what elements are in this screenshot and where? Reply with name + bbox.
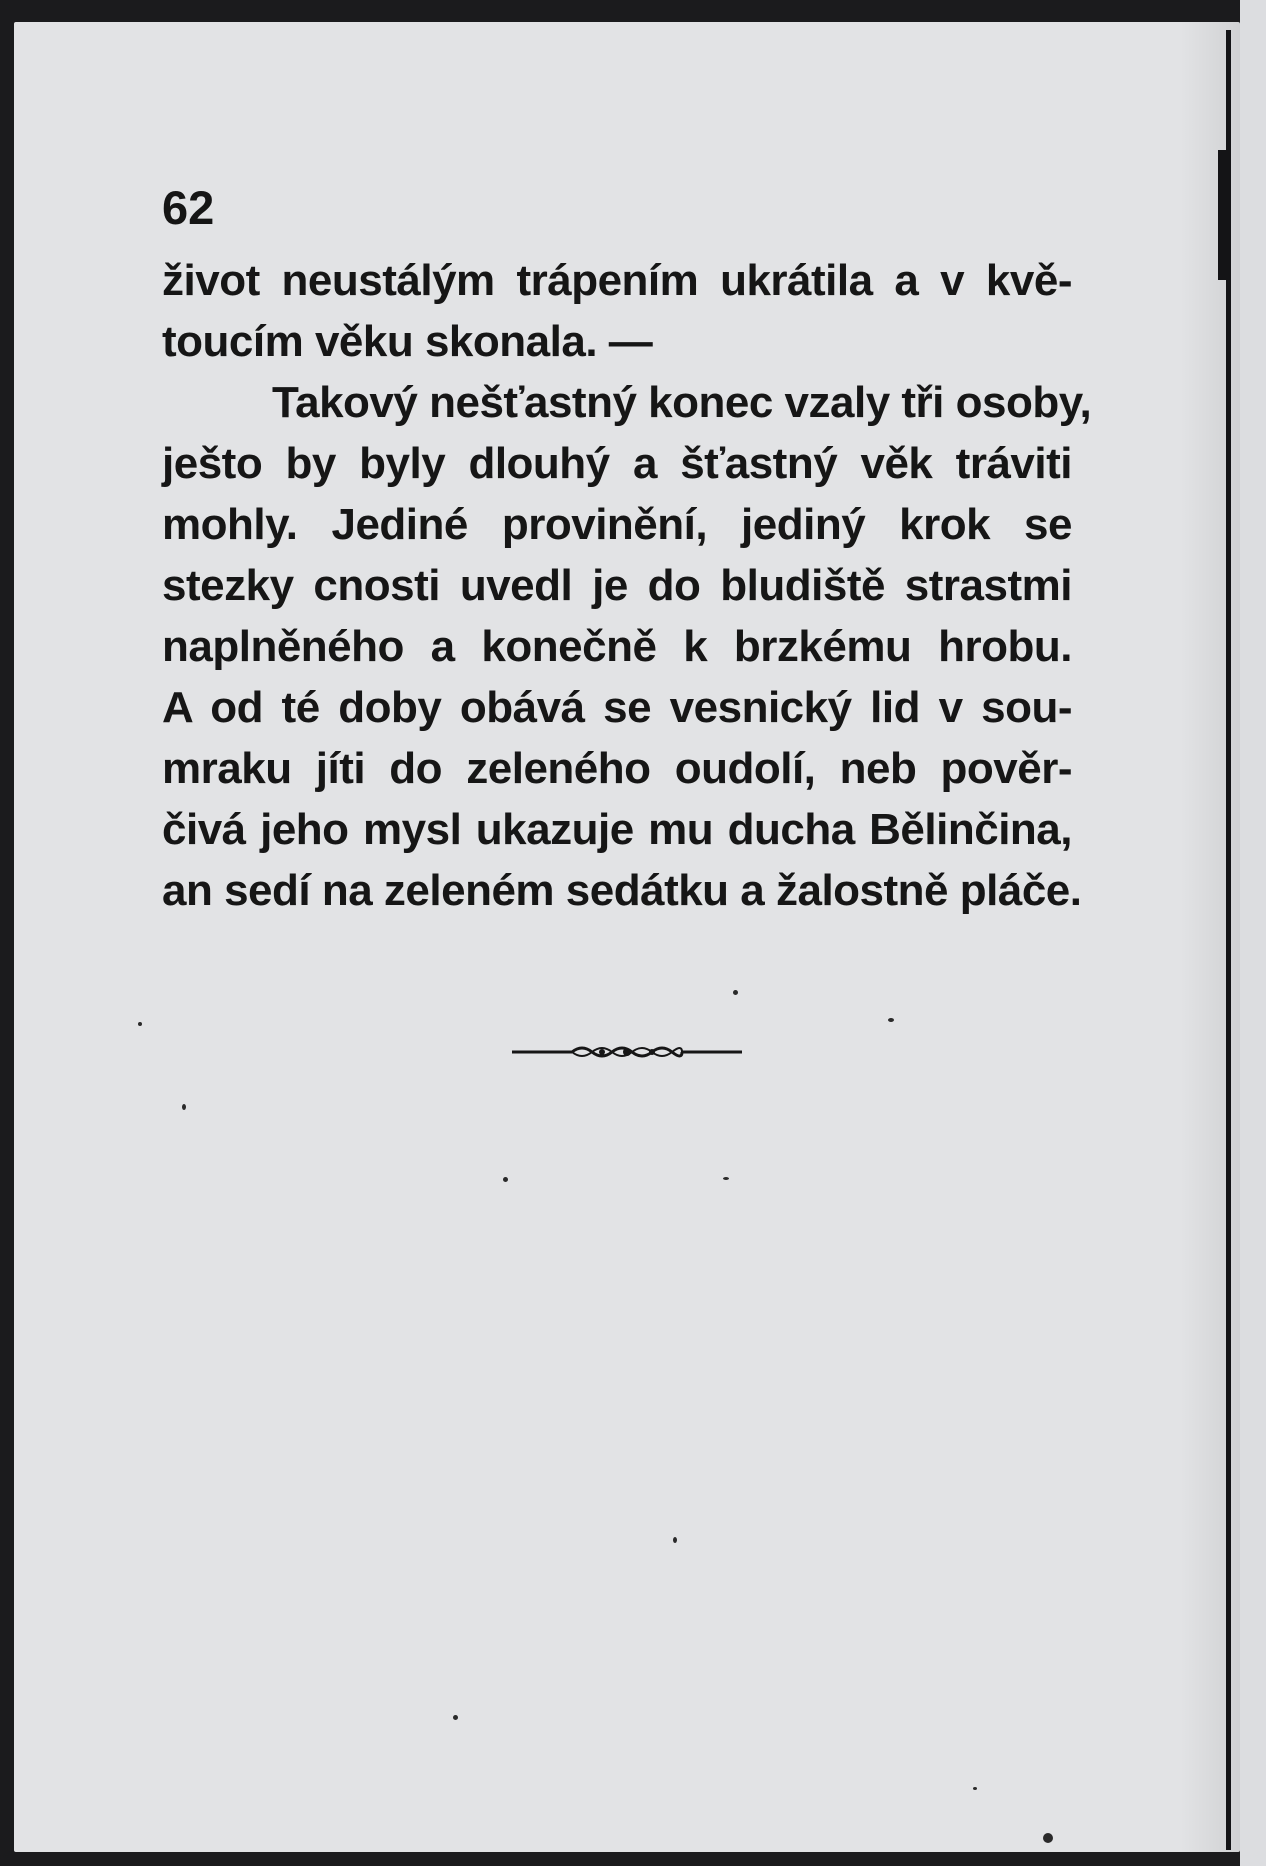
paper-speck	[453, 1715, 458, 1720]
paper-speck	[973, 1787, 977, 1790]
text-line: an sedí na zeleném sedátku a žalostně pláče.	[162, 866, 1082, 915]
adjacent-page-edge	[1240, 0, 1266, 1866]
paper-speck	[733, 990, 738, 995]
paper-speck	[673, 1537, 677, 1543]
paper-speck	[138, 1022, 142, 1026]
paper-speck	[182, 1104, 186, 1110]
paper-speck	[888, 1018, 894, 1022]
text-line: A od té doby obává se vesnický lid v sou-	[162, 683, 1072, 732]
text-line: ješto by byly dlouhý a šťastný věk tráviti	[162, 439, 1072, 488]
text-line: čivá jeho mysl ukazuje mu ducha Bělinčina,	[162, 805, 1072, 854]
text-line: stezky cnosti uvedl je do bludiště strastmi	[162, 561, 1072, 610]
paper-speck	[723, 1177, 729, 1180]
text-line: Takový nešťastný konec vzaly tři osoby,	[272, 378, 1092, 427]
paper-speck	[1043, 1833, 1053, 1843]
text-line: život neustálým trápením ukrátila a v kvě-	[162, 256, 1072, 305]
paper-speck	[503, 1177, 508, 1182]
page-number: 62	[162, 181, 215, 234]
page-edge-mark	[1218, 150, 1228, 280]
page-edge-line	[1226, 30, 1231, 1850]
end-ornament	[512, 1040, 742, 1064]
text-line: mohly. Jediné provinění, jediný krok se	[162, 500, 1072, 549]
body-text	[162, 250, 1092, 921]
text-line: mraku jíti do zeleného oudolí, neb pověr-	[162, 744, 1072, 793]
text-line: toucím věku skonala. —	[162, 317, 653, 366]
text-line: naplněného a konečně k brzkému hrobu.	[162, 622, 1072, 671]
page-gutter-shadow	[1180, 22, 1240, 1852]
